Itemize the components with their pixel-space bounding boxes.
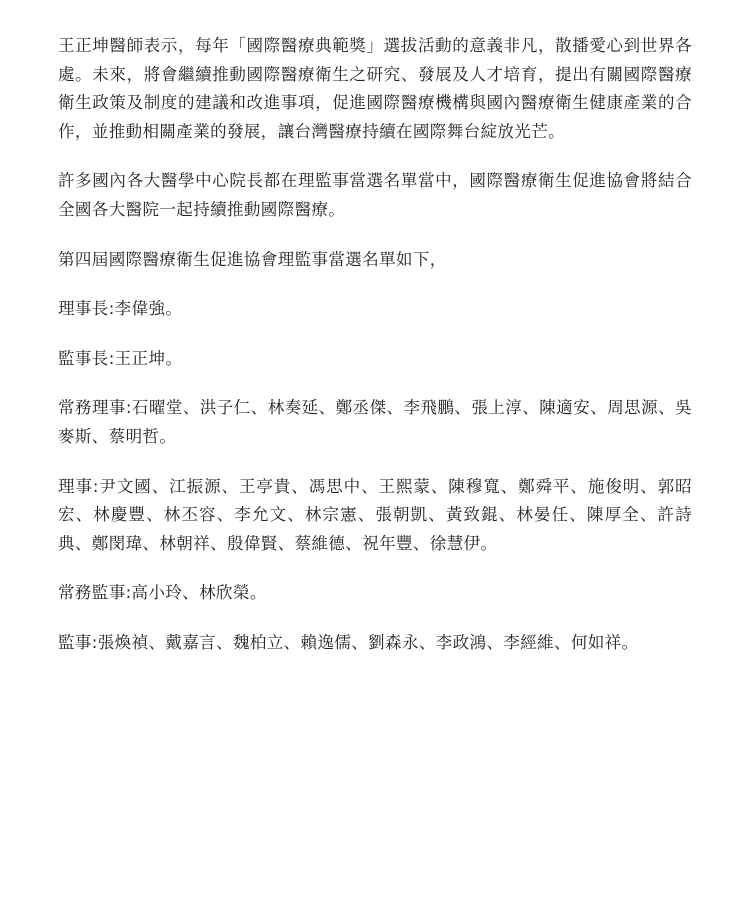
paragraph-list-heading: 第四屆國際醫療衛生促進協會理監事當選名單如下， <box>58 249 447 269</box>
paragraph-executive-directors: 常務理事:石曜堂、洪子仁、林奏延、鄭丞傑、李飛鵬、張上淳、陳適安、周思源、吳麥斯、蔡明哲。 <box>58 398 692 446</box>
paragraph-directors: 理事:尹文國、江振源、王亭貴、馮思中、王熙蒙、陳穆寬、鄭舜平、施俊明、郭昭宏、林慶豐、林丕容、李允文、林宗憲、張朝凱、黃致錕、林晏任、陳厚全、許詩典、鄭閔瑋、林朝祥、殷偉賢、蔡維德、祝年豐、徐慧伊。 <box>58 476 692 553</box>
paragraph-hospitals: 許多國內各大醫學中心院長都在理監事當選名單當中，國際醫療衛生促進協會將結合全國各大醫院一起持續推動國際醫療。 <box>58 171 692 219</box>
paragraph-chief-supervisor: 監事長:王正坤。 <box>58 348 183 368</box>
paragraph-executive-supervisors: 常務監事:高小玲、林欣榮。 <box>58 583 267 603</box>
article-body <box>58 32 692 679</box>
paragraph-intro: 王正坤醫師表示，每年「國際醫療典範獎」選拔活動的意義非凡，散播愛心到世界各處。未來，將會繼續推動國際醫療衛生之研究、發展及人才培育，提出有關國際醫療衛生政策及制度的建議和改進事項，促進國際醫療機構與國內醫療衛生健康產業的合作，並推動相關產業的發展，讓台灣醫療持續在國際舞台綻放光芒。 <box>58 36 692 141</box>
paragraph-chairman: 理事長:李偉強。 <box>58 299 183 319</box>
paragraph-supervisors: 監事:張煥禎、戴嘉言、魏柏立、賴逸儒、劉森永、李政鴻、李經維、何如祥。 <box>58 632 639 652</box>
